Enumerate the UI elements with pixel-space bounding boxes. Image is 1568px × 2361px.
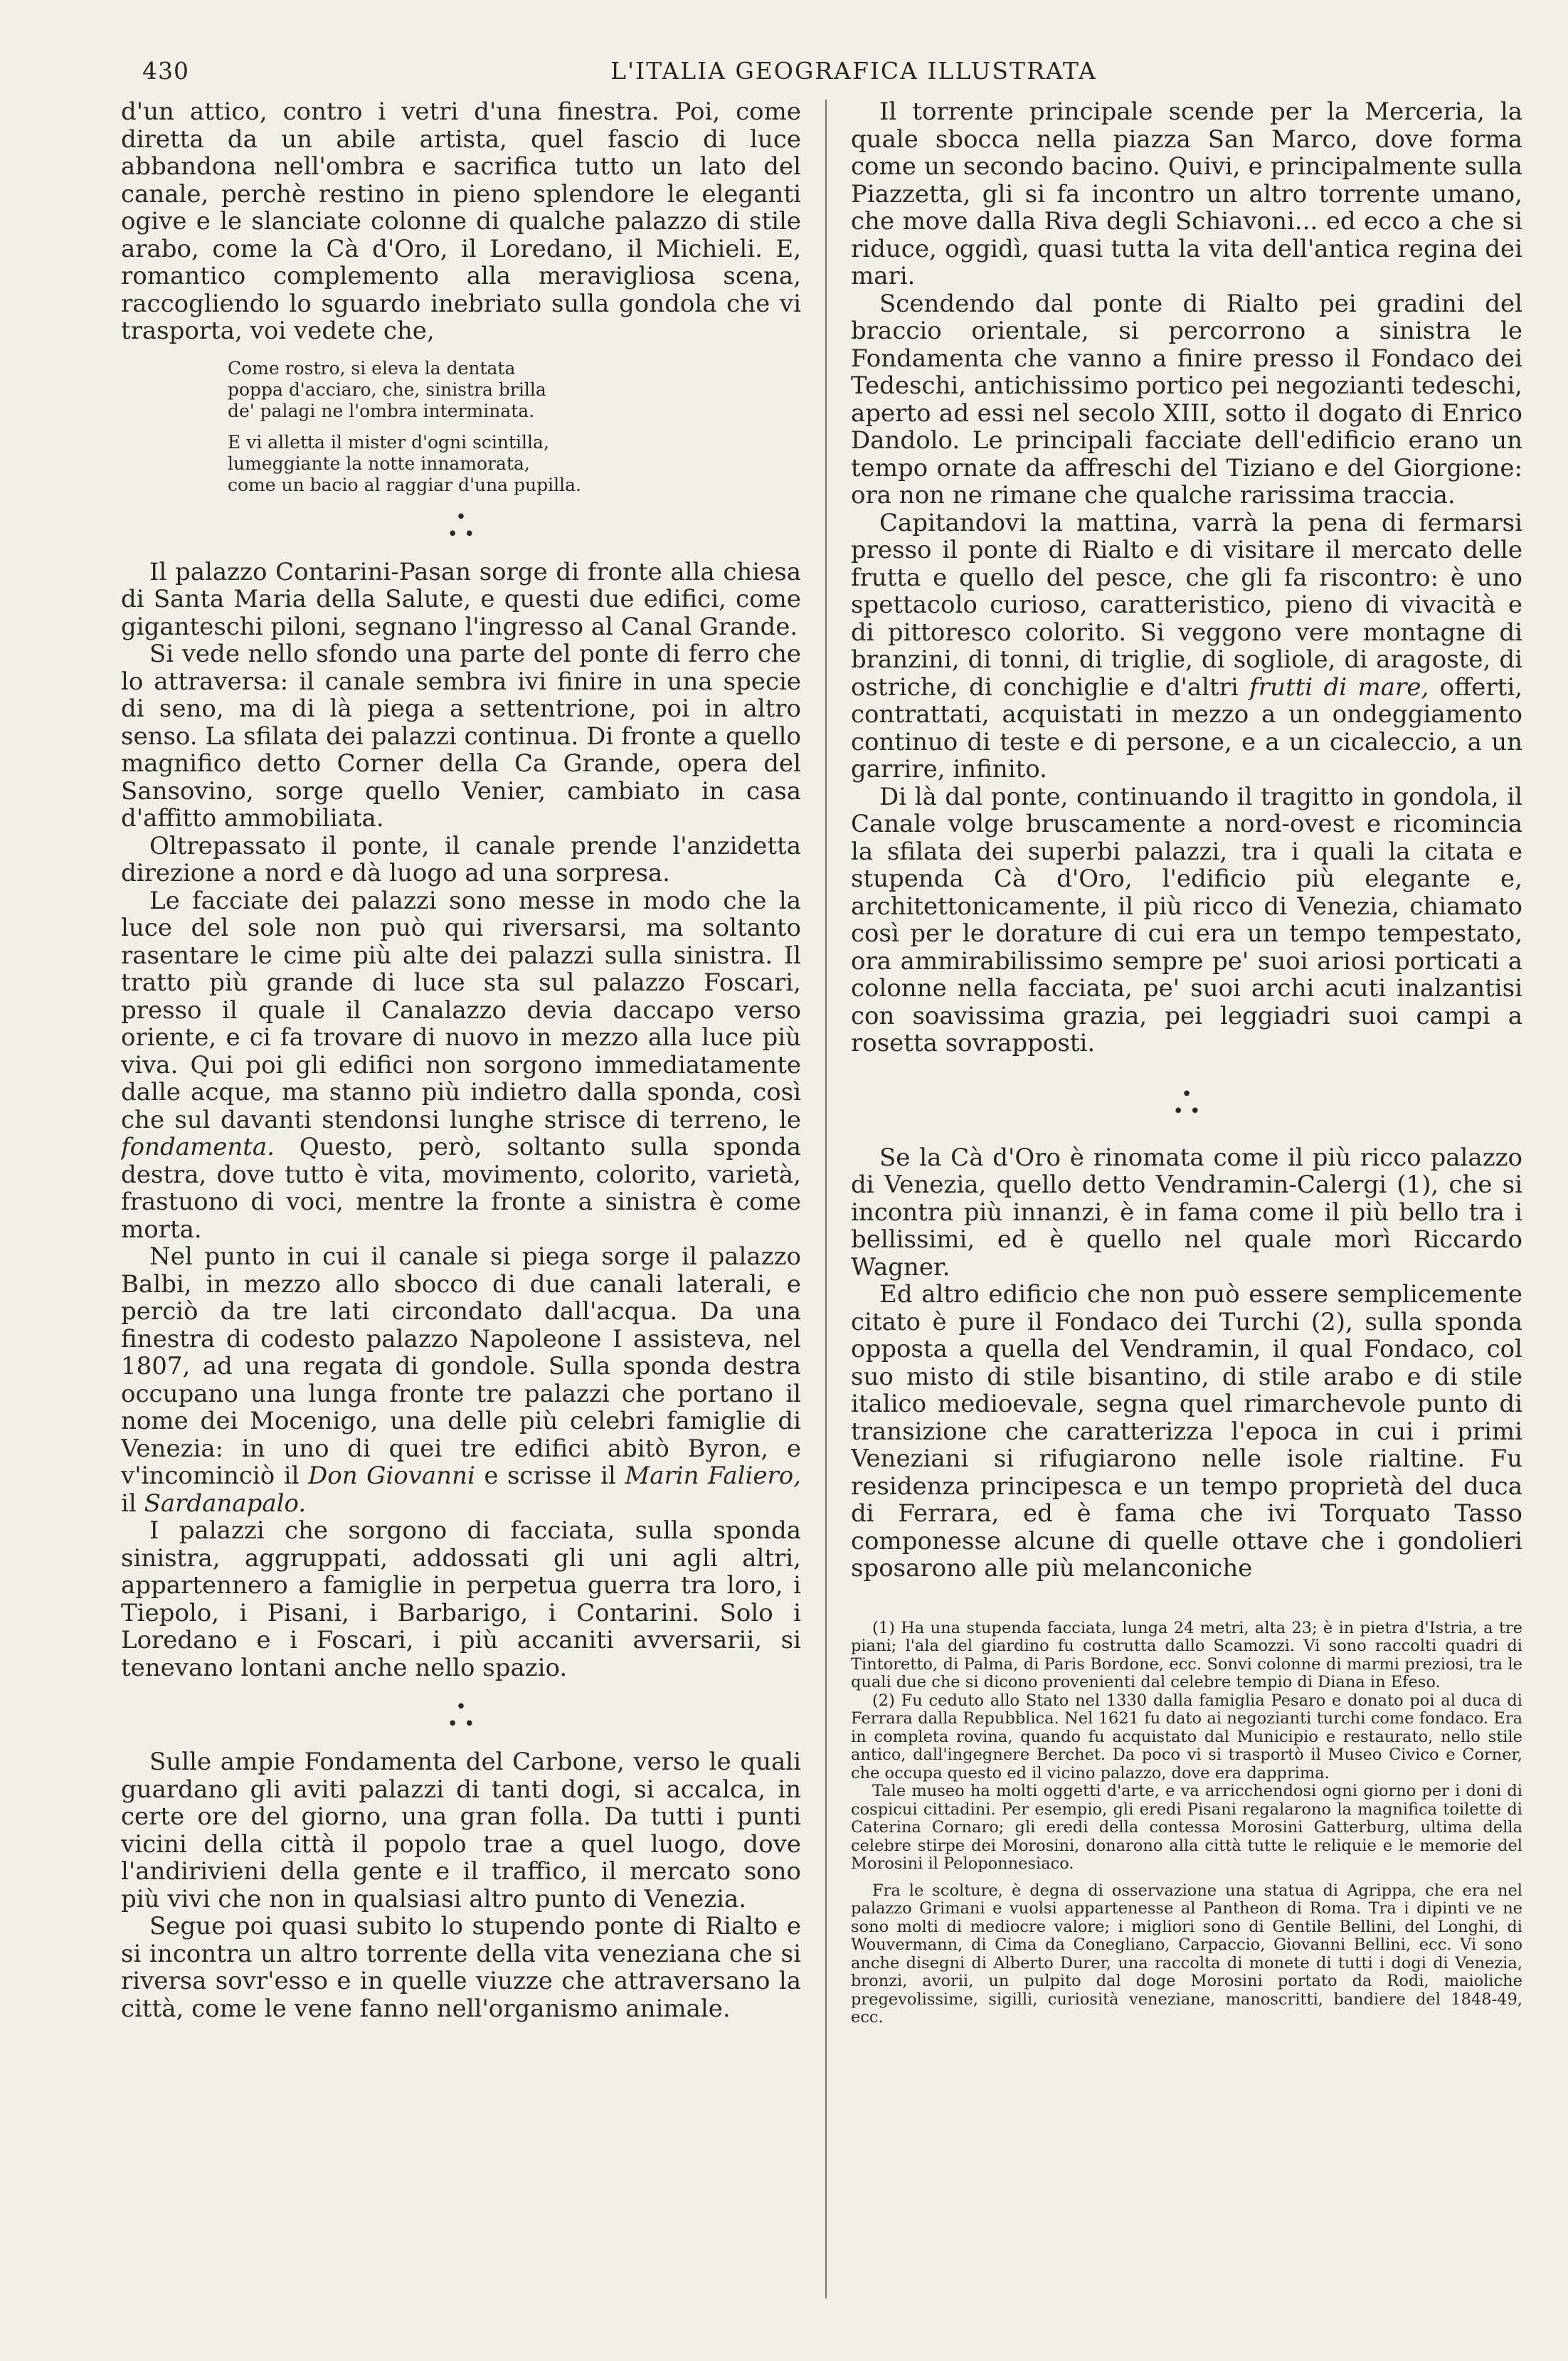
page-header	[121, 51, 1487, 94]
poem-stanza	[228, 432, 801, 496]
right-column	[851, 98, 1522, 2318]
text-run: Le facciate dei palazzi sono messe in modo che la luce del sole non può qui riversarsi, ma soltanto rasentare le cime più alte dei palazzi sulla sinistra. Il tratto più grande di luce sta sul palazzo Foscari, presso il quale il Canalazzo devia daccapo verso oriente, e ci fa trovare di nuovo in mezzo alla luce più viva. Qui poi gli edifici non sorgono immediatamente dalle acque, ma stanno più indietro dalla sponda, così che sul davanti stendonsi lunghe strisce di terreno, le	[121, 886, 801, 1134]
poem-line: E vi alletta il mister d'ogni scintilla,	[228, 431, 549, 453]
text-run: offerti, contrattati, acquistati in mezzo a un ondeggiamento continuo di teste e di persone, e a un cicaleccio, a un garrire, infinito.	[851, 672, 1522, 783]
separator-dot: •	[455, 506, 467, 528]
separator-dots: • •	[447, 523, 475, 545]
separator-dots: • •	[1172, 1100, 1201, 1122]
italic-title: Marin Faliero,	[625, 1462, 801, 1490]
poem-line: lumeggiante la notte innamorata,	[228, 453, 530, 474]
text-run: e scrisse il	[475, 1462, 625, 1490]
column-divider	[825, 100, 827, 2298]
paragraph: Il torrente principale scende per la Merceria, la quale sbocca nella piazza San Marco, dove forma come un secondo bacino. Quivi, e principalmente sulla Piazzetta, gli si fa incontro un altro torrente umano, che move dalla Riva degli Schiavoni... ed ecco a che si riduce, oggidì, quasi tutta la vita dell'antica regina dei mari.	[851, 98, 1522, 290]
paragraph	[121, 887, 801, 1244]
poem-line: de' palagi ne l'ombra interminata.	[228, 400, 535, 421]
paragraph: Segue poi quasi subito lo stupendo ponte di Rialto e si incontra un altro torrente della vita veneziana che si riversa sovr'esso e in quelle viuzze che attraversano la città, come le vene fanno nell'organismo animale.	[121, 1912, 801, 2023]
text-run: Nel punto in cui il canale si piega sorge il palazzo Balbi, in mezzo allo sbocco di due canali laterali, e perciò da tre lati circondato dall'acqua. Da una finestra di codesto palazzo Napoleone I assisteva, nel 1807, ad una regata di gondole. Sulla sponda destra occupano una lunga fronte tre palazzi che portano il nome dei Mocenigo, una delle più celebri famiglie di Venezia: in uno di quei tre edifici abitò Byron, e v'incominciò il	[121, 1242, 801, 1490]
separator-dots: • •	[447, 1713, 475, 1735]
paragraph: Si vede nello sfondo una parte del ponte di ferro che lo attraversa: il canale sembra ivi finire in una specie di seno, ma di là piega a settentrione, poi in altro senso. La sfilata dei palazzi continua. Di fronte a quello magnifico detto Corner della Ca Grande, opera del Sansovino, sorge quello Venier, cambiato in casa d'affitto ammobiliata.	[121, 640, 801, 833]
separator-dot: •	[455, 1696, 467, 1718]
italic-title: Don Giovanni	[308, 1462, 475, 1490]
section-separator	[121, 1696, 801, 1735]
separator-dot: •	[1181, 1083, 1192, 1105]
italic-term: frutti di mare,	[1249, 672, 1429, 702]
poem-quote	[228, 358, 801, 496]
footnote-spacer	[851, 1874, 1522, 1882]
paragraph: Scendendo dal ponte di Rialto pei gradini del braccio orientale, si percorrono a sinistra le Fondamenta che vanno a finire presso il Fondaco dei Tedeschi, antichissimo portico pei negozianti tedeschi, aperto ad essi nel secolo XIII, sotto il dogato di Enrico Dandolo. Le principali facciate dell'edificio erano un tempo ornate da affreschi del Tiziano e del Giorgione: ora non ne rimane che qualche rarissima traccia.	[851, 289, 1522, 509]
footnotes	[851, 1620, 1522, 2027]
italic-title: Sardanapalo.	[144, 1489, 307, 1518]
italic-term: fondamenta.	[121, 1133, 275, 1161]
text-run: Capitandovi la mattina, varrà la pena di fermarsi presso il ponte di Rialto e di visitare il mercato delle frutta e quello del pesce, che gli fa riscontro: è uno spettacolo curioso, caratteristico, pieno di vivacità e di pittoresco colorito. Si veggono vere montagne di branzini, di tonni, di triglie, di sogliole, di aragoste, di ostriche, di conchiglie e d'altri	[851, 508, 1522, 702]
paragraph: Di là dal ponte, continuando il tragitto in gondola, il Canale volge bruscamente a nord-ovest e ricomincia la sfilata dei superbi palazzi, tra i quali la citata e stupenda Cà d'Oro, l'edificio più elegante e, architettonicamente, il più ricco di Venezia, chiamato così per le dorature di cui era un tempo tempestato, ora ammirabilissimo sempre pe' suoi ariosi porticati a colonne nella facciata, pe' suoi archi acuti inalzantisi con soavissima grazia, pei leggiadri suoi campi a rosetta sovrapposti.	[851, 782, 1522, 1057]
poem-line: poppa d'acciaro, che, sinistra brilla	[228, 379, 546, 400]
paragraph: Il palazzo Contarini-Pasan sorge di fronte alla chiesa di Santa Maria della Salute, e questi due edifici, come giganteschi piloni, segnano l'ingresso al Canal Grande.	[121, 557, 801, 641]
poem-stanza	[228, 358, 801, 422]
paragraph: Sulle ampie Fondamenta del Carbone, verso le quali guardano gli aviti palazzi di tanti dogi, si accalca, in certe ore del giorno, una gran folla. Da tutti i punti vicini della città il popolo trae a quel luogo, dove l'andirivieni della gente e il traffico, il mercato sono più vivi che non in qualsiasi altro punto di Venezia.	[121, 1748, 801, 1913]
text-run: il	[121, 1489, 144, 1518]
footnote: Fra le scolture, è degna di osservazione una statua di Agrippa, che era nel palazzo Grimani e vuolsi appartenesse al Pantheon di Roma. Tra i dipinti ve ne sono molti di mediocre valore; i migliori sono di Gentile Bellini, del Longhi, di Wouvermann, di Cima da Conegliano, Carpaccio, Giovanni Bellini, ecc. Vi sono anche disegni di Alberto Durer, una raccolta di monete di tutti i dogi di Venezia, bronzi, avorii, un pulpito dal doge Morosini portato da Rodi, maioliche pregevolissime, sigilli, curiosità veneziane, manoscritti, bandiere del 1848-49, ecc.	[851, 1881, 1522, 2027]
paragraph: Ed altro edificio che non può essere semplicemente citato è pure il Fondaco dei Turchi (2), sulla sponda opposta a quella del Vendramin, il qual Fondaco, col suo misto di stile bisantino, di stile arabo e di stile italico medioevale, segna quel rimarchevole punto di transizione che caratterizza l'epoca in cui i primi Veneziani si rifugiarono nelle isole rialtine. Fu residenza principesca e un tempo proprietà del duca di Ferrara, ed è fama che ivi Torquato Tasso componesse alcune di quelle ottave che i gondolieri sposarono alle più melanconiche	[851, 1280, 1522, 1583]
section-separator	[851, 1083, 1522, 1122]
page-number: 430	[142, 57, 189, 85]
poem-line: come un bacio al raggiar d'una pupilla.	[228, 474, 581, 495]
left-column	[121, 98, 801, 2318]
paragraph: d'un attico, contro i vetri d'una finestra. Poi, come diretta da un abile artista, quel fascio di luce abbandona nell'ombra e sacrifica tutto un lato del canale, perchè restino in pieno splendore le eleganti ogive e le slanciate colonne di qualche palazzo di stile arabo, come la Cà d'Oro, il Loredano, il Michieli. E, romantico complemento alla meravigliosa scena, raccogliendo lo sguardo inebriato sulla gondola che vi trasporta, voi vedete che,	[121, 98, 801, 345]
footnote: (2) Fu ceduto allo Stato nel 1330 dalla famiglia Pesaro e donato poi al duca di Ferrara dalla Repubblica. Nel 1621 fu dato ai negozianti turchi come fondaco. Era in completa rovina, quando fu acquistato dal Municipio e restaurato, nello stile antico, dall'ingegnere Berchet. Da poco vi si trasportò il Museo Civico e Corner, che occupa questo ed il vicino palazzo, dove era dapprima.	[851, 1691, 1522, 1782]
text-run: Questo, però, soltanto sulla sponda destra, dove tutto è vita, movimento, colorito, varietà, frastuono di voci, mentre la fronte a sinistra è come morta.	[121, 1133, 801, 1244]
paragraph	[851, 509, 1522, 783]
paragraph: I palazzi che sorgono di facciata, sulla sponda sinistra, aggruppati, addossati gli uni agli altri, appartennero a famiglie in perpetua guerra tra loro, i Tiepolo, i Pisani, i Barbarigo, i Contarini. Solo i Loredano e i Foscari, i più accaniti avversarii, si tenevano lontani anche nello spazio.	[121, 1516, 801, 1682]
footnote: (1) Ha una stupenda facciata, lunga 24 metri, alta 23; è in pietra d'Istria, a tre piani; l'ala del giardino fu costrutta dallo Scamozzi. Vi sono raccolti quadri di Tintoretto, di Palma, di Paris Bordone, ecc. Sonvi colonne di marmi preziosi, tra le quali due che si dicono provenienti dal celebre tempio di Diana in Efeso.	[851, 1618, 1522, 1691]
footnote: Tale museo ha molti oggetti d'arte, e va arricchendosi ogni giorno per i doni di cospicui cittadini. Per esempio, gli eredi Pisani regalarono la magnifica toilette di Caterina Cornaro; gli eredi della contessa Morosini Gatterburg, ultima della celebre stirpe dei Morosini, donarono alla città tutte le reliquie e le memorie del Morosini il Peloponnesiaco.	[851, 1782, 1522, 1873]
paragraph: Oltrepassato il ponte, il canale prende l'anzidetta direzione a nord e dà luogo ad una sorpresa.	[121, 831, 801, 887]
paragraph	[121, 1243, 801, 1517]
running-title: L'ITALIA GEOGRAFICA ILLUSTRATA	[610, 57, 1097, 85]
paragraph: Se la Cà d'Oro è rinomata come il più ricco palazzo di Venezia, quello detto Vendramin-Calergi (1), che si incontra più innanzi, è in fama come il più bello tra i bellissimi, ed è quello nel quale morì Riccardo Wagner.	[851, 1143, 1522, 1282]
section-separator	[121, 506, 801, 545]
poem-line: Come rostro, si eleva la dentata	[228, 357, 516, 379]
